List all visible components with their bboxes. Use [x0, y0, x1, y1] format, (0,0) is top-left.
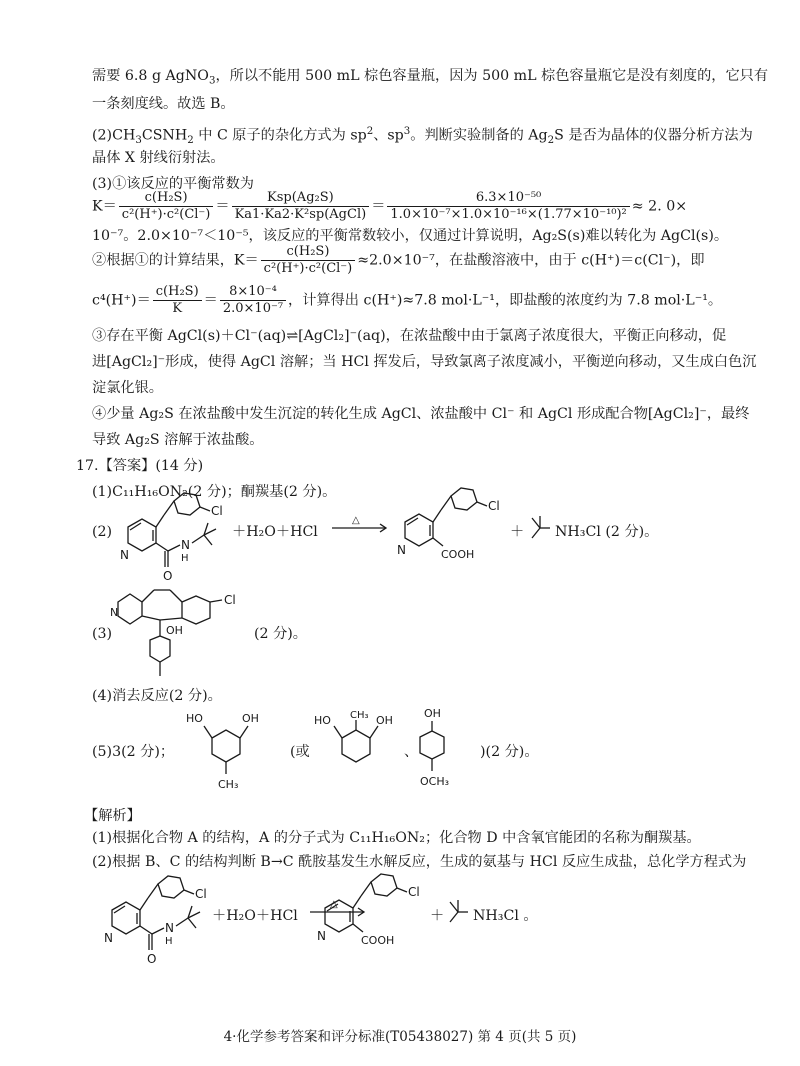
text-line-3: $(2)CH_3CSNH_2$ 中 C 原子的杂化方式为 $sp^2$、$sp^3$。判断实验制备的 $Ag_2S$ 是否为晶体的仪器分析方法为 [92, 126, 753, 147]
text-line-5: (3)①该反应的平衡常数为 [92, 176, 254, 192]
fraction-3: $\frac{\text{6.3×10⁻⁵⁰}}{\text{1.0×10⁻⁷×1.0×10⁻¹⁶×(1.77×10⁻¹⁰)²}}$ [387, 190, 629, 223]
product-c-structure [385, 480, 505, 575]
answer-1: (1)C₁₁H₁₆ON₂(2 分)；酮羰基(2 分)。 [92, 484, 337, 500]
svg-text:OH: OH [424, 707, 441, 720]
answer-5-label: (5)3(2 分)； [92, 744, 175, 760]
text-line-14: 导致 Ag₂S 溶解于浓盐酸。 [92, 432, 264, 448]
text-line-2: 一条刻度线。故选 B。 [92, 96, 235, 112]
question-17-heading: 17.【答案】(14 分) [76, 458, 204, 474]
analysis-product-structure [305, 866, 425, 961]
cooh-label: COOH [441, 548, 475, 561]
svg-text:O: O [147, 952, 157, 966]
text-line-7: 10⁻⁷。2.0×10⁻⁷＜10⁻⁵，该反应的平衡常数较小，仅通过计算说明，Ag₂S(s)难以转化为 AgCl(s)。 [92, 228, 729, 244]
text-line-13: ④少量 Ag₂S 在浓盐酸中发生沉淀的转化生成 AgCl、浓盐酸中 Cl⁻ 和 AgCl 形成配合物[AgCl₂]⁻，最终 [92, 406, 750, 422]
analysis-heading: 【解析】 [84, 808, 141, 824]
text-line-1: 需要 6.8 g AgNO$_3$，所以不能用 500 mL 棕色容量瓶，因为 500 mL 棕色容量瓶它是没有刻度的，它只有 [92, 68, 769, 87]
h-label: H [181, 553, 189, 564]
svg-text:OCH₃: OCH₃ [420, 775, 450, 788]
cl-label: Cl [211, 504, 223, 518]
n-label: N [120, 548, 129, 562]
answer-3-structure [110, 560, 250, 685]
svg-text:CH₃: CH₃ [350, 710, 369, 721]
isomer-1-structure [182, 708, 272, 798]
svg-text:N: N [397, 543, 406, 557]
text-line-11: 进[AgCl₂]⁻形成，使得 AgCl 溶解；当 HCl 挥发后，导致氯离子浓度减小，平衡逆向移动，又生成白色沉 [92, 354, 757, 370]
text-line-4: 晶体 X 射线衍射法。 [92, 150, 225, 166]
analysis-tert-butyl [446, 896, 476, 926]
answer-page: 需要 6.8 g AgNO$_3$，所以不能用 500 mL 棕色容量瓶，因为 500 mL 棕色容量瓶它是没有刻度的，它只有 一条刻度线。故选 B。 $(2)CH_3CSNH_2$ 中 C 原子的杂化方式为 $sp^2$、$sp^3$。判断实验制备的 $Ag_2S$ 是否为晶体的仪器分析方法为 晶体 X 射线衍射法。 (3)①该反应的平衡常数为 K＝ $\frac{\text{c(H₂S)}}{\text{c²(H⁺)·c²(Cl⁻)}}$ ＝ $\frac{\text{Ksp(Ag₂S)}}{\text{Ka1·Ka2·K²sp(AgCl)}}$ ＝ $\frac{\text{6.3×10⁻⁵⁰}}{\text{1.0×10⁻⁷×1.0×10⁻¹⁶×(1.77×10⁻¹⁰)²}}$ ≈ 2. 0× 10⁻⁷。2.0×10⁻⁷＜10⁻⁵，该反应的平衡常数较小，仅通过计算说明，Ag₂S(s)难以转化为 AgCl(s)。 ②根据①的计算结果，K＝ $\frac{\text{c(H₂S)}}{\text{c²(H⁺)·c²(Cl⁻)}}$ ≈2.0×10⁻⁷，在盐酸溶液中，由于 c(H⁺)＝c(Cl⁻)，即 c⁴(H⁺)＝ $\frac{\text{c(H₂S)}}{K}$ ＝ $\frac{\text{8×10⁻⁴}}{\text{2.0×10⁻⁷}}$ ，计算得出 c(H⁺)≈7.8 mol·L⁻¹，即盐酸的浓度约为 7.8 mol·L⁻¹。 ③存在平衡 AgCl(s)＋Cl⁻(aq)⇌[AgCl₂]⁻(aq)，在浓盐酸中由于氯离子浓度很大，平衡正向移动，促 进[AgCl₂]⁻形成，使得 AgCl 溶解；当 HCl 挥发后，导致氯离子浓度减小，平衡逆向移动，又生成白色沉 淀氯化银。 ④少量 Ag₂S 在浓盐酸中发生沉淀的转化生成 AgCl、浓盐酸中 Cl⁻ 和 AgCl 形成配合物[AgCl₂]⁻，最终 导致 Ag₂S 溶解于浓盐酸。 17.【答案】(14 分) (1)C₁₁H₁₆ON₂(2 分)；酮羰基(2 分)。 (2) Cl O N H N ＋H₂O＋HCl △ Cl COOH N ＋ NH₃Cl (2 分)。 (3) Cl OH N (2 分)。 (4)消去反应(2 分)。 (5)3(2 分)； HO OH CH₃ (或 HO CH₃ OH 、 OH OCH₃ )(2 分)。 【解析】 (1)根据化合物 A 的结构，A 的分子式为 C₁₁H₁₆ON₂；化合物 D 中含氧官能团的名称为酮羰基。 (2)根据 B、C 的结构判断 B→C 酰胺基发生水解反应，生成的氨基与 HCl 反应生成盐，总化学方程式为 Cl O N H N ＋H₂O＋HCl △ Cl COOH N ＋ NH₃Cl 。 4·化学参考答案和评分标准(T05438027) 第 4 页(共 5 页) [0, 0, 800, 1066]
svg-text:COOH: COOH [361, 934, 395, 947]
oh-label: OH [166, 624, 183, 637]
answer-2-label: (2) [92, 524, 113, 540]
fraction-2: $\frac{\text{Ksp(Ag₂S)}}{\text{Ka1·Ka2·K²sp(AgCl)}}$ [232, 190, 370, 223]
svg-text:OH: OH [376, 714, 393, 727]
analysis-reactant-structure [92, 868, 212, 968]
svg-text:Cl: Cl [488, 499, 500, 513]
isomer-2-structure [312, 708, 402, 778]
page-footer: 4·化学参考答案和评分标准(T05438027) 第 4 页(共 5 页) [223, 1029, 577, 1045]
answer-4: (4)消去反应(2 分)。 [92, 688, 222, 704]
svg-text:N: N [104, 931, 113, 945]
o-label: O [163, 569, 173, 583]
svg-text:HO: HO [314, 714, 331, 727]
answer-3-label: (3) [92, 626, 113, 642]
analysis-2: (2)根据 B、C 的结构判断 B→C 酰胺基发生水解反应，生成的氨基与 HCl 反应生成盐，总化学方程式为 [92, 854, 747, 870]
text-line-8: ②根据①的计算结果，K＝ $\frac{\text{c(H₂S)}}{\text{c²(H⁺)·c²(Cl⁻)}}$ ≈2.0×10⁻⁷，在盐酸溶液中，由于 c(H⁺)＝c(Cl⁻)，即 [92, 244, 705, 276]
nh-label: N [181, 538, 190, 552]
equilibrium-constant-equation: K＝ $\frac{\text{c(H₂S)}}{\text{c²(H⁺)·c²(Cl⁻)}}$ ＝ $\frac{\text{Ksp(Ag₂S)}}{\text{Ka1·Ka2·K²sp(AgCl)}}$ ＝ $\frac{\text{6.3×10⁻⁵⁰}}{\text{1.0×10⁻⁷×1.0×10⁻¹⁶×(1.77×10⁻¹⁰)²}}$ ≈ 2. 0× [92, 190, 688, 222]
svg-text:CH₃: CH₃ [218, 778, 239, 791]
svg-text:Cl: Cl [408, 885, 420, 899]
text-line-9: c⁴(H⁺)＝ $\frac{\text{c(H₂S)}}{K}$ ＝ $\frac{\text{8×10⁻⁴}}{\text{2.0×10⁻⁷}}$ ，计算得出 c(H⁺)≈7.8 mol·L⁻¹，即盐酸的浓度约为 7.8 mol·L⁻¹。 [92, 284, 723, 316]
svg-text:OH: OH [242, 712, 259, 725]
svg-text:N: N [110, 606, 119, 619]
svg-text:Cl: Cl [195, 887, 207, 901]
svg-text:N: N [165, 921, 174, 935]
text-line-12: 淀氯化银。 [92, 380, 163, 396]
isomer-3-structure [410, 705, 470, 803]
svg-text:△: △ [330, 899, 338, 910]
analysis-1: (1)根据化合物 A 的结构，A 的分子式为 C₁₁H₁₆ON₂；化合物 D 中含氧官能团的名称为酮羰基。 [92, 830, 701, 846]
fraction-1: $\frac{\text{c(H₂S)}}{\text{c²(H⁺)·c²(Cl⁻)}}$ [119, 190, 214, 223]
answer-2-reagents: ＋H₂O＋HCl [232, 524, 318, 540]
text-line-10: ③存在平衡 AgCl(s)＋Cl⁻(aq)⇌[AgCl₂]⁻(aq)，在浓盐酸中由于氯离子浓度很大，平衡正向移动，促 [92, 328, 727, 344]
svg-text:N: N [317, 929, 326, 943]
heat-symbol: △ [352, 515, 360, 526]
svg-text:Cl: Cl [224, 593, 236, 607]
svg-text:HO: HO [186, 712, 203, 725]
heat-arrow [330, 514, 390, 538]
svg-text:H: H [165, 936, 173, 947]
tert-butyl-group [528, 512, 558, 542]
